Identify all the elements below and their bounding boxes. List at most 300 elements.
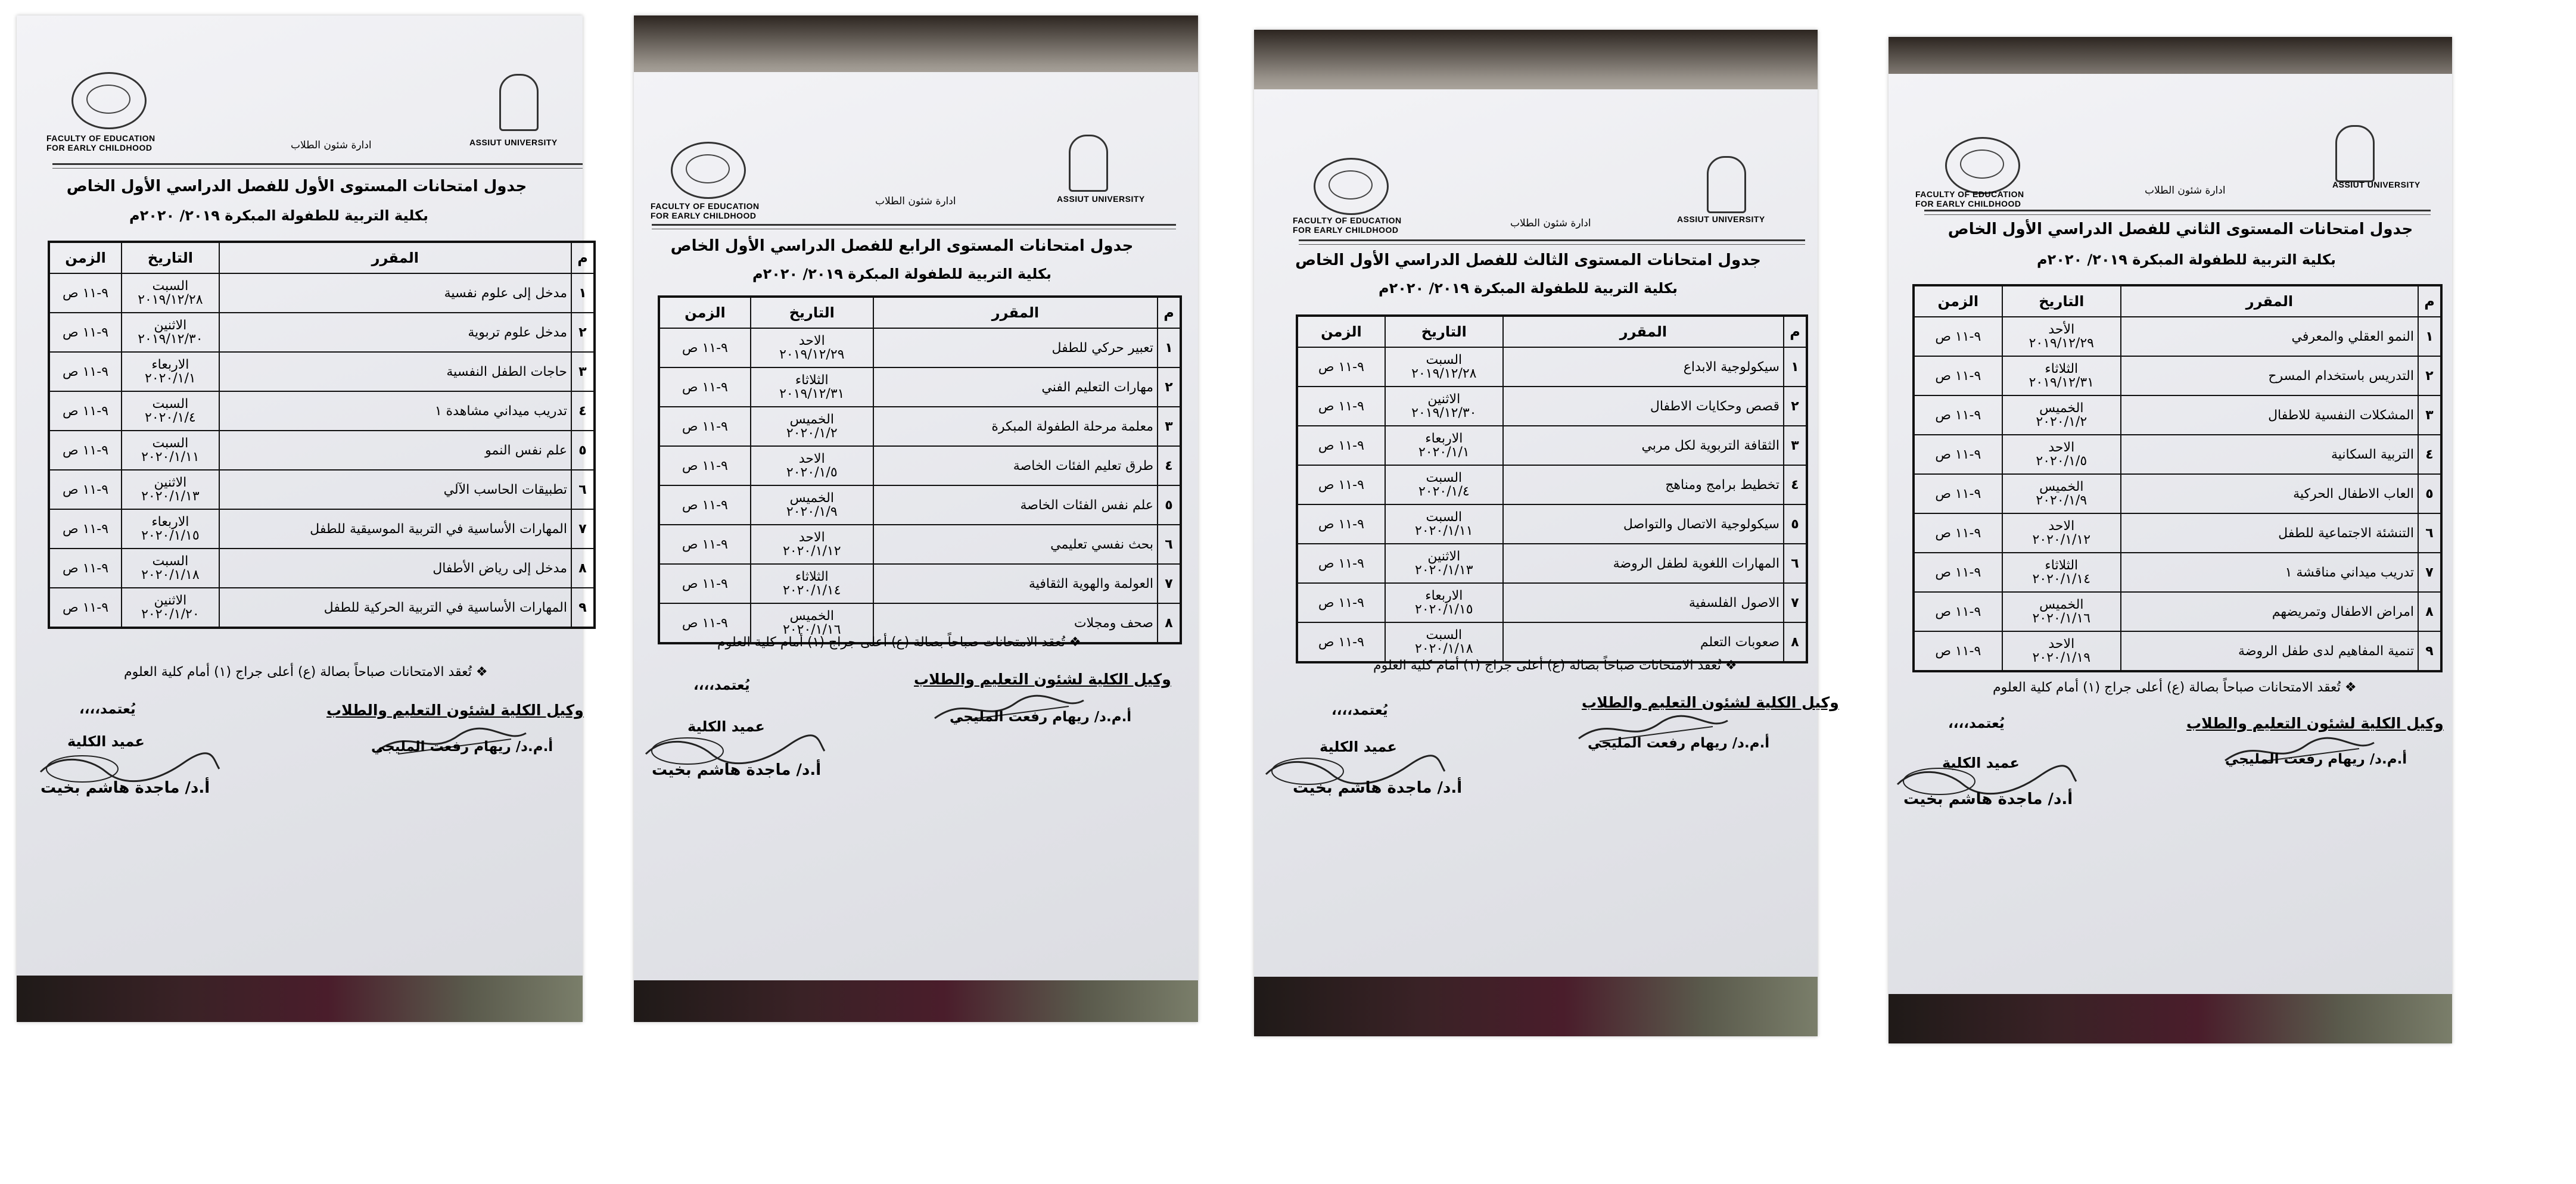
table-row [1914,553,2441,592]
row-number: ٤ [571,391,595,431]
exam-date-value: ٢٠١٩/١٢/٢٩ [2029,336,2094,351]
exam-time: ٩-١١ ص [49,273,122,313]
exam-time: ٩-١١ ص [659,564,751,603]
table-row [49,470,595,509]
exam-date [751,525,873,564]
table-row [1297,622,1807,662]
table-row [1297,465,1807,504]
table-row [49,431,595,470]
course-name: تدريب ميداني مشاهدة ١ [219,391,571,431]
exam-time: ٩-١١ ص [659,367,751,407]
vice-dean-name: أ.م.د/ ريهام رفعت المليجي [2225,752,2407,767]
exam-time: ٩-١١ ص [659,485,751,525]
course-name: الاصول الفلسفية [1503,583,1784,622]
exam-time: ٩-١١ ص [1914,435,2002,474]
exam-time: ٩-١١ ص [1914,356,2002,395]
row-number: ٨ [571,549,595,588]
exam-time: ٩-١١ ص [659,603,751,643]
vice-dean-name: أ.م.د/ ريهام رفعت المليجي [950,709,1132,725]
row-number: ٤ [1158,446,1181,485]
exam-time: ٩-١١ ص [659,525,751,564]
approval-label: يُعتمد،،،، [693,678,750,693]
row-number: ٢ [2418,356,2441,395]
row-number: ٨ [1158,603,1181,643]
col-num-header: م [1158,297,1181,328]
exam-date [751,446,873,485]
sheet-subtitle: بكلية التربية للطفولة المبكرة ٢٠١٩/ ٢٠٢٠م [2036,251,2337,268]
dean-name: أ.د/ ماجدة هاشم بخيت [1903,790,2073,808]
table-row [659,564,1181,603]
row-number: ٢ [1784,387,1807,426]
exam-date [1385,622,1503,662]
table-row [659,446,1181,485]
exam-day: الاحد [798,334,825,348]
exam-time: ٩-١١ ص [659,328,751,367]
exam-date-value: ٢٠٢٠/١/٩ [786,504,838,519]
dean-name: أ.د/ ماجدة هاشم بخيت [41,779,210,797]
exam-day: الاثنين [1427,392,1461,407]
course-name: تدريب ميداني مناقشة ١ [2121,553,2418,592]
exam-date-value: ٢٠٢٠/١/١٨ [141,568,200,582]
row-number: ٦ [1158,525,1181,564]
row-number: ٥ [571,431,595,470]
exam-time: ٩-١١ ص [1297,465,1385,504]
approval-label: يُعتمد،،،، [1948,716,2005,731]
exam-date-value: ٢٠١٩/١٢/٢٨ [138,292,203,307]
vice-dean-title: وكيل الكلية لشئون التعليم والطلاب [1582,694,1839,711]
exam-day: الأحد [2048,322,2075,337]
exam-date [2002,592,2121,631]
exam-date [2002,435,2121,474]
exam-day: الخميس [789,609,834,624]
table-row [659,328,1181,367]
row-number: ٥ [2418,474,2441,513]
row-number: ٥ [1158,485,1181,525]
course-name: امراض الاطفال وتمريضهم [2121,592,2418,631]
exam-time: ٩-١١ ص [1297,583,1385,622]
exam-date [122,509,219,549]
table-row [49,273,595,313]
course-name: المهارات اللغوية لطفل الروضة [1503,544,1784,583]
row-number: ١ [1784,347,1807,387]
exam-table-body [1297,347,1807,662]
exam-day: السبت [152,436,189,451]
exam-date [122,549,219,588]
table-row [659,367,1181,407]
table-row [1297,347,1807,387]
exam-day: الاحد [798,530,825,545]
office-name: ادارة شئون الطلاب [875,195,956,207]
university-name-en: ASSIUT UNIVERSITY [469,138,558,147]
dean-name: أ.د/ ماجدة هاشم بخيت [652,761,822,779]
table-row [659,525,1181,564]
header-rule [1924,210,2431,215]
row-number: ٩ [571,588,595,628]
exam-time: ٩-١١ ص [1297,504,1385,544]
university-logo-icon [1069,135,1108,192]
faculty-logo-icon [71,72,147,129]
exam-date-value: ٢٠٢٠/١/١٣ [141,489,200,504]
exam-day: الخميس [2039,401,2084,416]
exam-date [122,391,219,431]
row-number: ١ [571,273,595,313]
header-rule [652,224,1176,229]
faculty-logo-icon [1314,158,1389,215]
exam-date [122,313,219,352]
vice-dean-title: وكيل الكلية لشئون التعليم والطلاب [914,671,1171,688]
exam-date-value: ٢٠٢٠/١/١١ [141,450,200,465]
row-number: ٤ [2418,435,2441,474]
exam-date-value: ٢٠٢٠/١/١١ [1415,524,1473,538]
vice-dean-name: أ.م.د/ ريهام رفعت المليجي [371,739,553,755]
course-name: حاجات الطفل النفسية [219,352,571,391]
exam-date-value: ٢٠٢٠/١/١٩ [2032,650,2091,665]
exam-time: ٩-١١ ص [659,446,751,485]
university-logo-icon [2335,125,2375,182]
course-name: تنمية المفاهيم لدى طفل الروضة [2121,631,2418,671]
exam-date-value: ٢٠٢٠/١/٤ [1418,484,1470,499]
row-number: ٧ [571,509,595,549]
exam-date [2002,356,2121,395]
faculty-logo-icon [1945,137,2020,194]
exam-date [751,485,873,525]
table-row [1297,426,1807,465]
course-name: تعبير حركي للطفل [873,328,1158,367]
col-date-header: التاريخ [751,297,873,328]
exam-day: الاحد [798,451,825,466]
exam-date-value: ٢٠٢٠/١/١٥ [141,528,200,543]
exam-day: الاثنين [1427,549,1461,564]
exam-date [751,407,873,446]
course-name: معلمة مرحلة الطفولة المبكرة [873,407,1158,446]
course-name: سيكولوجية الاتصال والتواصل [1503,504,1784,544]
exam-table-body [1914,317,2441,671]
exam-time: ٩-١١ ص [1914,474,2002,513]
col-num-header: م [1784,316,1807,347]
table-row [1914,592,2441,631]
exam-date [751,367,873,407]
faculty-name-en: FACULTY OF EDUCATION FOR EARLY CHILDHOOD [1915,189,2024,208]
course-name: التنشئة الاجتماعية للطفل [2121,513,2418,553]
exam-table-body [49,273,595,628]
exam-table [1912,284,2443,672]
row-number: ٨ [1784,622,1807,662]
exam-date-value: ٢٠٢٠/١/١٦ [783,622,841,637]
exam-date [122,588,219,628]
exam-date [122,431,219,470]
exam-table [48,241,596,629]
row-number: ٣ [1784,426,1807,465]
col-time-header: الزمن [1914,285,2002,317]
sheet-subtitle: بكلية التربية للطفولة المبكرة ٢٠١٩/ ٢٠٢٠م [752,266,1052,282]
course-name: سيكولوجية الابداع [1503,347,1784,387]
exam-time: ٩-١١ ص [1914,592,2002,631]
sheet-subtitle: بكلية التربية للطفولة المبكرة ٢٠١٩/ ٢٠٢٠م [1378,280,1678,297]
exam-time: ٩-١١ ص [49,588,122,628]
course-name: المهارات الأساسية في التربية الحركية للطفل [219,588,571,628]
col-time-header: الزمن [49,242,122,273]
exam-date-value: ٢٠١٩/١٢/٣٠ [138,332,203,347]
exam-date-value: ٢٠٢٠/١/١ [1418,445,1470,460]
table-row [49,313,595,352]
exam-date-value: ٢٠١٩/١٢/٢٩ [779,347,845,362]
exam-time: ٩-١١ ص [49,470,122,509]
row-number: ١ [1158,328,1181,367]
exam-date-value: ٢٠٢٠/١/١٤ [2032,572,2091,587]
exam-date-value: ٢٠٢٠/١/٢ [2036,415,2087,429]
row-number: ٢ [1158,367,1181,407]
table-row [49,588,595,628]
venue-note: ❖ تُعقد الامتحانات صباحاً بصالة (ع) أعلى جراج (١) أمام كلية العلوم [1373,658,1737,673]
course-name: تخطيط برامج ومناهج [1503,465,1784,504]
vice-dean-title: وكيل الكلية لشئون التعليم والطلاب [2186,715,2444,732]
row-number: ٦ [571,470,595,509]
exam-date [1385,347,1503,387]
exam-day: الاحد [2048,440,2075,455]
table-row [1297,544,1807,583]
exam-day: الاثنين [154,475,187,490]
exam-date-value: ٢٠٢٠/١/١٤ [783,583,841,598]
course-name: العاب الاطفال الحركية [2121,474,2418,513]
exam-day: الخميس [789,491,834,506]
table-row [49,549,595,588]
faculty-name-en: FACULTY OF EDUCATION FOR EARLY CHILDHOOD [651,201,760,220]
exam-time: ٩-١١ ص [49,509,122,549]
exam-date-value: ٢٠١٩/١٢/٣٠ [1411,406,1477,420]
exam-date [2002,553,2121,592]
exam-time: ٩-١١ ص [49,313,122,352]
table-row [1297,504,1807,544]
table-row [1914,356,2441,395]
course-name: مدخل إلى علوم نفسية [219,273,571,313]
exam-time: ٩-١١ ص [1914,395,2002,435]
table-row [1914,474,2441,513]
exam-date-value: ٢٠٢٠/١/٥ [786,465,838,480]
exam-time: ٩-١١ ص [1297,544,1385,583]
table-row [49,352,595,391]
exam-date-value: ٢٠٢٠/١/١٦ [2032,611,2091,626]
col-course-header: المقرر [219,242,571,273]
exam-date [1385,544,1503,583]
exam-day: الاربعاء [151,357,189,372]
course-name: طرق تعليم الفئات الخاصة [873,446,1158,485]
row-number: ٩ [2418,631,2441,671]
exam-date-value: ٢٠٢٠/١/٢٠ [141,607,200,622]
exam-time: ٩-١١ ص [659,407,751,446]
row-number: ٣ [571,352,595,391]
row-number: ٣ [2418,395,2441,435]
col-num-header: م [2418,285,2441,317]
exam-date [2002,395,2121,435]
table-row [49,391,595,431]
exam-time: ٩-١١ ص [1914,513,2002,553]
exam-time: ٩-١١ ص [49,549,122,588]
exam-day: السبت [152,397,189,412]
exam-date-value: ٢٠٢٠/١/٤ [145,410,196,425]
faculty-name-en: FACULTY OF EDUCATION FOR EARLY CHILDHOOD [46,133,155,152]
header-rule [52,163,583,169]
row-number: ٥ [1784,504,1807,544]
table-row [1914,435,2441,474]
exam-date-value: ٢٠٢٠/١/١٢ [2032,532,2091,547]
exam-day: السبت [152,279,189,294]
exam-date-value: ٢٠٢٠/١/١٨ [1415,641,1473,656]
exam-date-value: ٢٠٢٠/١/٩ [2036,493,2087,508]
exam-day: الثلاثاء [795,569,829,584]
col-course-header: المقرر [2121,285,2418,317]
course-name: العولمة والهوية الثقافية [873,564,1158,603]
col-time-header: الزمن [1297,316,1385,347]
venue-note: ❖ تُعقد الامتحانات صباحاً بصالة (ع) أعلى جراج (١) أمام كلية العلوم [1993,680,2357,695]
header-rule [1299,239,1805,245]
exam-day: الثلاثاء [2045,362,2079,376]
exam-day: الخميس [2039,597,2084,612]
col-course-header: المقرر [873,297,1158,328]
exam-date-value: ٢٠١٩/١٢/٢٨ [1411,366,1477,381]
course-name: المشكلات النفسية للاطفال [2121,395,2418,435]
exam-time: ٩-١١ ص [1914,553,2002,592]
exam-day: السبت [1426,628,1463,643]
exam-time: ٩-١١ ص [1297,622,1385,662]
exam-day: الاربعاء [1425,588,1463,603]
course-name: علم نفس النمو [219,431,571,470]
faculty-logo-icon [671,142,746,199]
approval-label: يُعتمد،،،، [1331,703,1388,718]
exam-date [122,470,219,509]
col-date-header: التاريخ [122,242,219,273]
exam-day: الاحد [2048,637,2075,652]
exam-date [2002,513,2121,553]
course-name: بحث نفسي تعليمي [873,525,1158,564]
exam-date [2002,631,2121,671]
exam-date [1385,387,1503,426]
dean-title: عميد الكلية [67,733,145,750]
exam-date [751,564,873,603]
course-name: النمو العقلي والمعرفي [2121,317,2418,356]
row-number: ٧ [1158,564,1181,603]
row-number: ٤ [1784,465,1807,504]
course-name: علم نفس الفئات الخاصة [873,485,1158,525]
exam-day: الاثنين [154,318,187,333]
photo-sheet-level-4 [634,15,1198,1022]
row-number: ٦ [1784,544,1807,583]
course-name: قصص وحكايات الاطفال [1503,387,1784,426]
col-num-header: م [571,242,595,273]
office-name: ادارة شئون الطلاب [291,139,372,151]
dean-title: عميد الكلية [687,718,765,735]
university-logo-icon [499,74,539,131]
sheet-title: جدول امتحانات المستوى الثاني للفصل الدراسي الأول الخاص [1947,220,2413,238]
course-name: التدريس باستخدام المسرح [2121,356,2418,395]
exam-date-value: ٢٠٢٠/١/٥ [2036,454,2087,469]
col-date-header: التاريخ [2002,285,2121,317]
col-course-header: المقرر [1503,316,1784,347]
university-name-en: ASSIUT UNIVERSITY [1677,214,1765,224]
exam-day: الاربعاء [151,515,189,529]
dean-name: أ.د/ ماجدة هاشم بخيت [1293,779,1463,797]
row-number: ٨ [2418,592,2441,631]
course-name: مدخل إلى رياض الأطفال [219,549,571,588]
exam-day: الخميس [789,412,834,427]
exam-time: ٩-١١ ص [1914,317,2002,356]
row-number: ٧ [1784,583,1807,622]
exam-date [122,273,219,313]
exam-date-value: ٢٠٢٠/١/١٥ [1415,602,1473,617]
exam-day: الثلاثاء [795,373,829,388]
exam-day: السبت [152,554,189,569]
venue-note: ❖ تُعقد الامتحانات صباحاً بصالة (ع) أعلى جراج (١) أمام كلية العلوم [124,665,488,680]
table-row [659,407,1181,446]
dean-title: عميد الكلية [1942,755,2020,771]
course-name: الثقافة التربوية لكل مربي [1503,426,1784,465]
sheet-title: جدول امتحانات المستوى الأول للفصل الدراسي الأول الخاص [66,177,527,195]
university-logo-icon [1707,156,1746,213]
exam-time: ٩-١١ ص [49,391,122,431]
exam-time: ٩-١١ ص [1297,347,1385,387]
table-row [1914,631,2441,671]
row-number: ٦ [2418,513,2441,553]
exam-day: الاثنين [154,593,187,608]
row-number: ٣ [1158,407,1181,446]
table-row [1914,317,2441,356]
col-time-header: الزمن [659,297,751,328]
col-date-header: التاريخ [1385,316,1503,347]
exam-date [1385,504,1503,544]
exam-date-value: ٢٠١٩/١٢/٣١ [2029,375,2094,390]
approval-label: يُعتمد،،،، [79,702,136,717]
photo-sheet-level-1 [17,15,588,1022]
venue-note: ❖ تُعقد الامتحانات صباحاً بصالة (ع) أعلى جراج (١) أمام كلية العلوم [717,635,1081,650]
exam-day: الاربعاء [1425,431,1463,446]
university-name-en: ASSIUT UNIVERSITY [2332,180,2421,189]
course-name: المهارات الأساسية في التربية الموسيقية للطفل [219,509,571,549]
exam-date [122,352,219,391]
exam-time: ٩-١١ ص [1914,631,2002,671]
exam-date-value: ٢٠٢٠/١/١٣ [1415,563,1473,578]
course-name: تطبيقات الحاسب الآلي [219,470,571,509]
exam-day: الخميس [2039,479,2084,494]
exam-day: السبت [1426,510,1463,525]
exam-date [751,328,873,367]
course-name: صحف ومجلات [873,603,1158,643]
exam-day: السبت [1426,471,1463,485]
office-name: ادارة شئون الطلاب [2145,185,2226,197]
faculty-name-en: FACULTY OF EDUCATION FOR EARLY CHILDHOOD [1293,216,1402,235]
exam-date [2002,474,2121,513]
exam-date [1385,426,1503,465]
exam-time: ٩-١١ ص [49,431,122,470]
course-name: مدخل علوم تربوية [219,313,571,352]
exam-date [1385,583,1503,622]
exam-date-value: ٢٠٢٠/١/١ [145,371,196,386]
exam-time: ٩-١١ ص [49,352,122,391]
exam-date-value: ٢٠٢٠/١/١٢ [783,544,841,559]
exam-date [2002,317,2121,356]
exam-time: ٩-١١ ص [1297,426,1385,465]
dean-title: عميد الكلية [1320,739,1397,755]
row-number: ١ [2418,317,2441,356]
exam-table-body [659,328,1181,643]
exam-time: ٩-١١ ص [1297,387,1385,426]
exam-table [658,295,1182,644]
photo-sheet-level-3 [1254,30,1839,1036]
sheet-title: جدول امتحانات المستوى الثالث للفصل الدراسي الأول الخاص [1295,251,1761,269]
table-row [49,509,595,549]
exam-day: الاحد [2048,519,2075,534]
office-name: ادارة شئون الطلاب [1510,217,1591,229]
row-number: ٢ [571,313,595,352]
vice-dean-name: أ.م.د/ ريهام رفعت المليجي [1588,736,1770,751]
